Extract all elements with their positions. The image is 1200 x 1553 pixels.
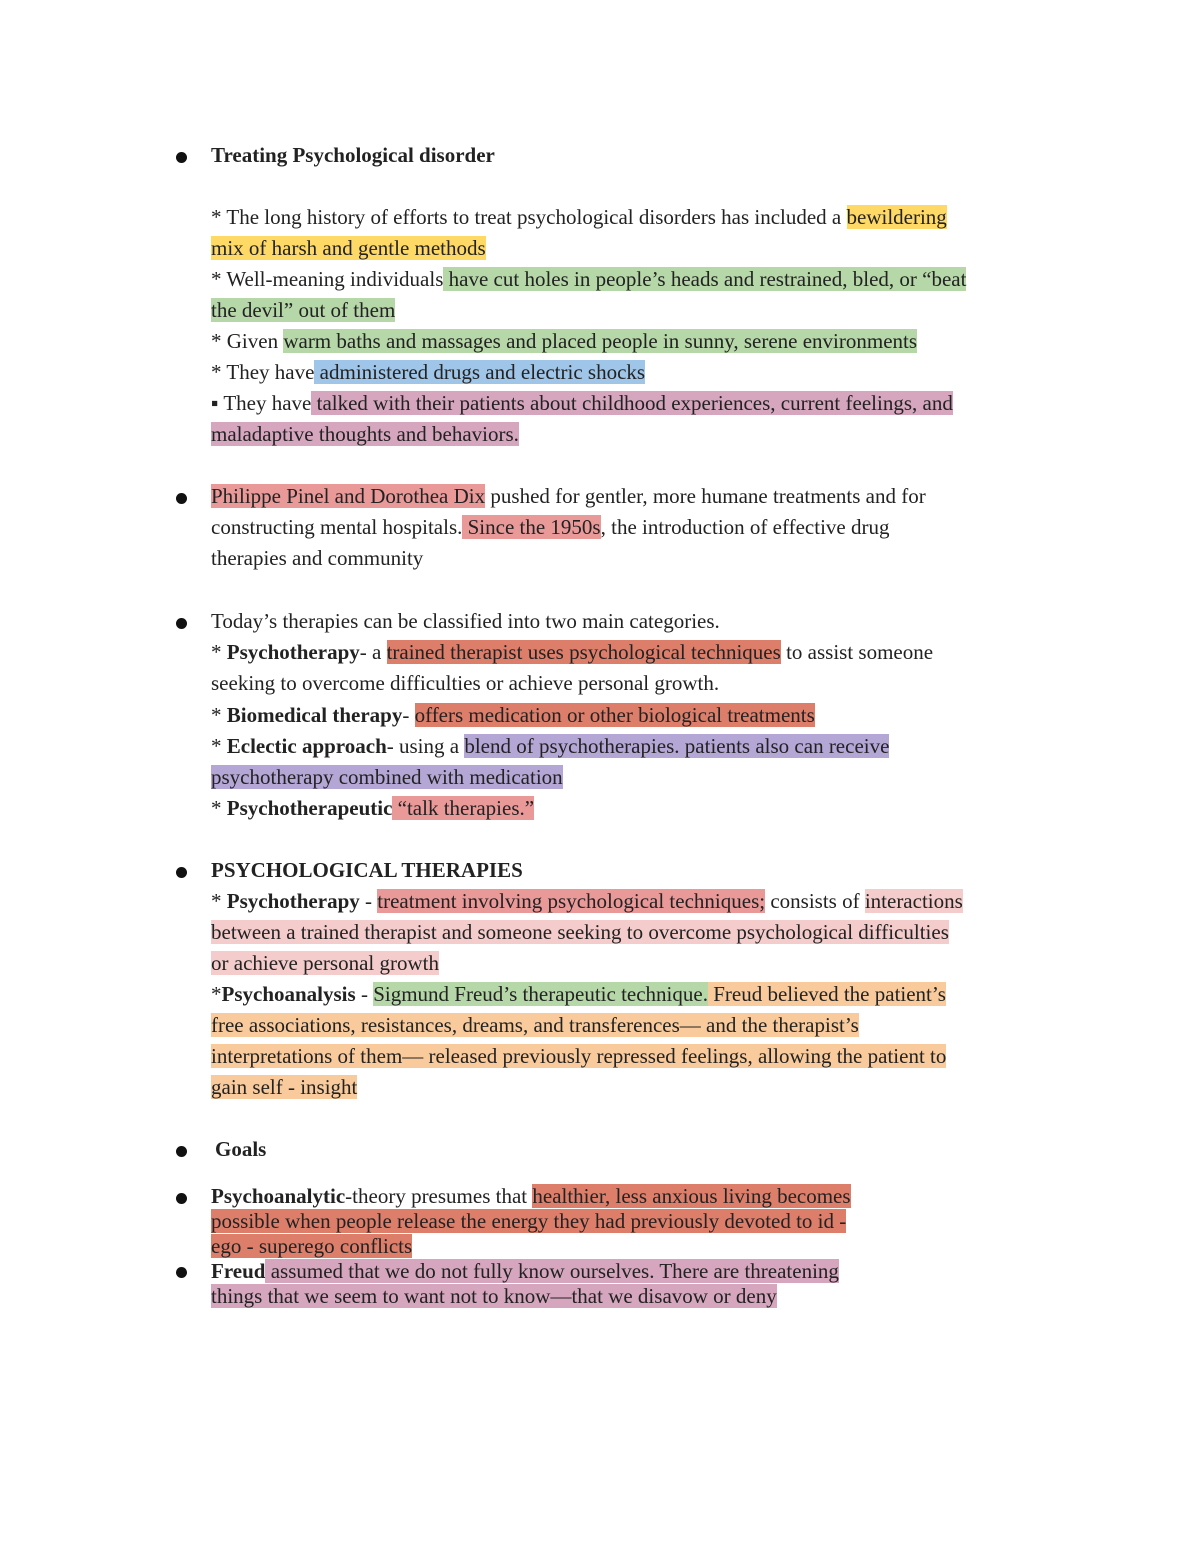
bullet-icon [176,1267,187,1278]
bullet-icon [176,1146,187,1157]
text-line: Freud assumed that we do not fully know ourselves. There are threatening [211,1259,839,1283]
text-line: between a trained therapist and someone seeking to overcome psychological difficulties [211,920,949,944]
text-line: * Psychotherapy- a trained therapist uses psychological techniques to assist someone [211,640,934,664]
heading-psychological-therapies: PSYCHOLOGICAL THERAPIES [211,858,523,882]
text-line: possible when people release the energy they had previously devoted to id - [211,1209,847,1233]
text-line: ego - superego conflicts [211,1234,413,1258]
text-line: psychotherapy combined with medication [211,765,563,789]
text-line: gain self - insight [211,1075,358,1099]
text-line: seeking to overcome difficulties or achieve personal growth. [211,671,720,695]
text-line: Philippe Pinel and Dorothea Dix pushed for gentler, more humane treatments and for [211,484,926,508]
text-line: * Biomedical therapy- offers medication or other biological treatments [211,703,815,727]
text-line: * Well-meaning individuals have cut holes in people’s heads and restrained, bled, or “beat [211,267,967,291]
text-line: constructing mental hospitals. Since the 1950s, the introduction of effective drug [211,515,890,539]
text-line: *Psychoanalysis - Sigmund Freud’s therapeutic technique. Freud believed the patient’s [211,982,946,1006]
text-line: therapies and community [211,546,424,570]
text-line: free associations, resistances, dreams, and transferences— and the therapist’s [211,1013,859,1037]
text-line: or achieve personal growth [211,951,439,975]
text-line: maladaptive thoughts and behaviors. [211,422,519,446]
text-line: * They have administered drugs and electric shocks [211,360,646,384]
text-line: * The long history of efforts to treat psychological disorders has included a bewildering [211,205,947,229]
heading-treating: Treating Psychological disorder [211,143,495,167]
text-line: Psychoanalytic-theory presumes that healthier, less anxious living becomes [211,1184,851,1208]
bullet-icon [176,493,187,504]
text-line: * Given warm baths and massages and placed people in sunny, serene environments [211,329,918,353]
text-line: * Psychotherapeutic “talk therapies.” [211,796,535,820]
text-line: * Eclectic approach- using a blend of psychotherapies. patients also can receive [211,734,890,758]
text-line: ▪ They have talked with their patients about childhood experiences, current feelings, and [211,391,953,415]
bullet-icon [176,152,187,163]
text-line: * Psychotherapy - treatment involving psychological techniques; consists of interactions [211,889,963,913]
bullet-icon [176,867,187,878]
heading-goals: Goals [215,1137,267,1161]
text-line: interpretations of them— released previously repressed feelings, allowing the patient to [211,1044,947,1068]
text-line: the devil” out of them [211,298,396,322]
text-line: things that we seem to want not to know—that we disavow or deny [211,1284,777,1308]
text-line: Today’s therapies can be classified into two main categories. [211,609,720,633]
text-line: mix of harsh and gentle methods [211,236,486,260]
bullet-icon [176,1193,187,1204]
bullet-icon [176,618,187,629]
